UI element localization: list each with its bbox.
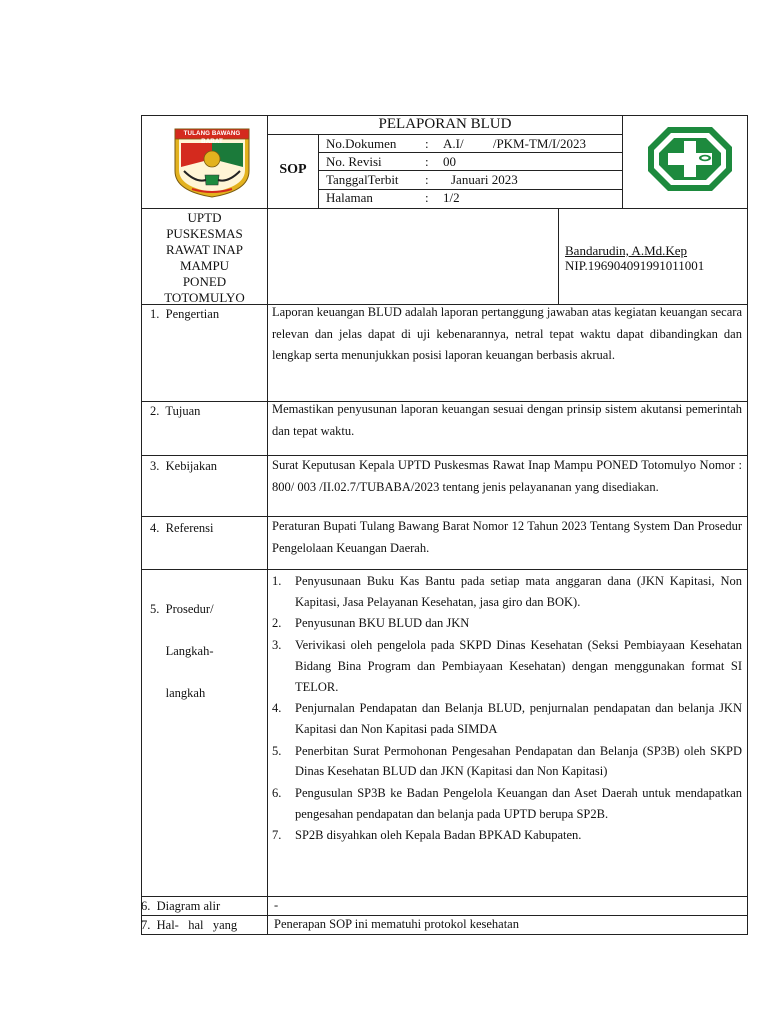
procedure-step	[272, 571, 742, 612]
row-divider-5	[141, 569, 748, 570]
signatory-name: Bandarudin, A.Md.Kep	[565, 243, 688, 258]
section-label-line: langkah	[150, 686, 206, 700]
procedure-step	[272, 698, 742, 739]
step-text: Pengusulan SP3B ke Badan Pengelola Keuangan dan Aset Daerah untuk mendapatkan pengesahan pendapatan dan belanja pada UPTD berupa SP2B.	[295, 786, 742, 821]
step-number: 4.	[272, 701, 282, 716]
org-name-line: MAMPU	[179, 258, 230, 273]
step-text: Penerbitan Surat Permohonan Pengesahan Pendapatan dan Belanja (SP3B) oleh SKPD Dinas Kesehatan BLUD dan JKN (Kapitasi dan Non Kapitasi)	[295, 743, 742, 779]
doc-field-sep-4: :	[425, 190, 429, 205]
section-text-pengertian: Laporan keuangan BLUD adalah laporan pertanggung jawaban atas kegiatan keuangan secara relevan dan jelas dapat di uji kebenarannya, netral tepat waktu dapat dibandingkan dan lengkap serta menunjukkan posisi laporan keuangan berbasis akrual.	[272, 305, 742, 362]
step-text: Penyusunan BKU BLUD dan JKN	[295, 616, 470, 631]
section-label-tujuan: 2. Tujuan	[150, 404, 201, 418]
step-number: 5.	[272, 743, 282, 758]
signatory-nip: NIP.196904091991011001	[565, 258, 705, 273]
section-text-tujuan: Memastikan penyusunan laporan keuangan sesuai dengan prinsip sistem akutansi pemerintah dan tepat waktu.	[272, 402, 742, 438]
section-label-line: 5. Prosedur/	[150, 602, 214, 616]
step-number: 6.	[272, 786, 282, 801]
step-text: SP2B disyahkan oleh Kepala Badan BPKAD Kabupaten.	[295, 828, 582, 843]
regency-logo	[172, 125, 252, 199]
section-label-pengertian: 1. Pengertian	[150, 307, 220, 321]
doc-field-value-4: 1/2	[443, 190, 460, 205]
procedure-step	[272, 825, 742, 846]
step-number: 3.	[272, 638, 282, 653]
step-text: Penjurnalan Pendapatan dan Belanja BLUD, penjurnalan pendapatan dan belanja JKN Kapitasi dan Non Kapitasi pada SIMDA	[295, 701, 742, 736]
org-name-line: PUSKESMAS	[166, 226, 243, 241]
procedure-step	[272, 635, 742, 697]
doc-field-sep-1: :	[425, 136, 429, 151]
sop-divider	[318, 134, 319, 208]
section-label-diagram-alir: 6. Diagram alir	[141, 899, 221, 913]
doc-field-label-1: No.Dokumen	[326, 136, 397, 151]
step-text: Verivikasi oleh pengelola pada SKPD Dinas Kesehatan (Seksi Pembiayaan Kesehatan Bidang Bina Program dan Pembiayaan Kesehatan) dengan menggunakan format SI TELOR.	[295, 638, 742, 694]
doc-field-sep-3: :	[425, 172, 429, 187]
section-label-prosedur	[150, 574, 214, 714]
org-name-line: UPTD	[187, 210, 222, 225]
section-label-hal-hal: 7. Hal- hal yang	[141, 918, 238, 932]
doc-field-value-1: A.I/ /PKM-TM/I/2023	[443, 136, 586, 151]
org-name-line: TOTOMULYO	[164, 290, 245, 305]
procedure-step	[272, 613, 742, 634]
logo-divider	[267, 115, 268, 935]
meta-divider	[622, 115, 623, 208]
doc-field-sep-2: :	[425, 154, 429, 169]
section-text-hal-hal: Penerapan SOP ini mematuhi protokol kesehatan	[274, 917, 519, 931]
doc-field-value-2: 00	[443, 154, 456, 169]
doc-field-label-4: Halaman	[326, 190, 373, 205]
section-text-diagram-alir: -	[274, 898, 279, 912]
border-right	[747, 115, 748, 935]
section-label-kebijakan: 3. Kebijakan	[150, 459, 217, 473]
logo-banner-text: TULANG BAWANG BARAT	[183, 130, 241, 145]
step-text: Penyusunaan Buku Kas Bantu pada setiap mata anggaran dana (JKN Kapitasi, Non Kapitasi, Jasa Pelayanan Kesehatan, jasa giro dan BOK).	[295, 574, 742, 609]
doc-field-label-3: TanggalTerbit	[326, 172, 399, 187]
org-name-line: RAWAT INAP	[165, 242, 244, 257]
doc-field-value-3: Januari 2023	[451, 172, 518, 187]
section-label-referensi: 4. Referensi	[150, 521, 214, 535]
section-label-line: Langkah-	[150, 644, 214, 658]
section-text-referensi: Peraturan Bupati Tulang Bawang Barat Nomor 12 Tahun 2023 Tentang System Dan Prosedur Pengelolaan Keuangan Daerah.	[272, 519, 742, 555]
org-name-line: PONED	[182, 274, 227, 289]
procedure-step	[272, 783, 742, 824]
header-bottom	[141, 208, 748, 209]
step-number: 7.	[272, 828, 282, 843]
step-number: 2.	[272, 616, 282, 631]
procedure-steps	[272, 571, 742, 847]
signature-divider	[558, 208, 559, 304]
row-divider-6	[141, 896, 748, 897]
title-divider	[267, 134, 623, 135]
border-bottom	[141, 934, 748, 935]
row-divider-7	[141, 915, 748, 916]
puskesmas-logo	[646, 125, 734, 193]
document-title: PELAPORAN BLUD	[378, 116, 512, 132]
doc-field-label-2: No. Revisi	[326, 154, 382, 169]
sop-label: SOP	[279, 162, 307, 177]
meta-row-1	[318, 152, 623, 153]
meta-row-2	[318, 170, 623, 171]
step-number: 1.	[272, 574, 282, 588]
org-name	[142, 210, 267, 306]
section-text-kebijakan: Surat Keputusan Kepala UPTD Puskesmas Rawat Inap Mampu PONED Totomulyo Nomor : 800/ 003 /II.02.7/TUBABA/2023 tentang jenis pelayananan yang disediakan.	[272, 458, 742, 494]
procedure-step	[272, 741, 742, 782]
